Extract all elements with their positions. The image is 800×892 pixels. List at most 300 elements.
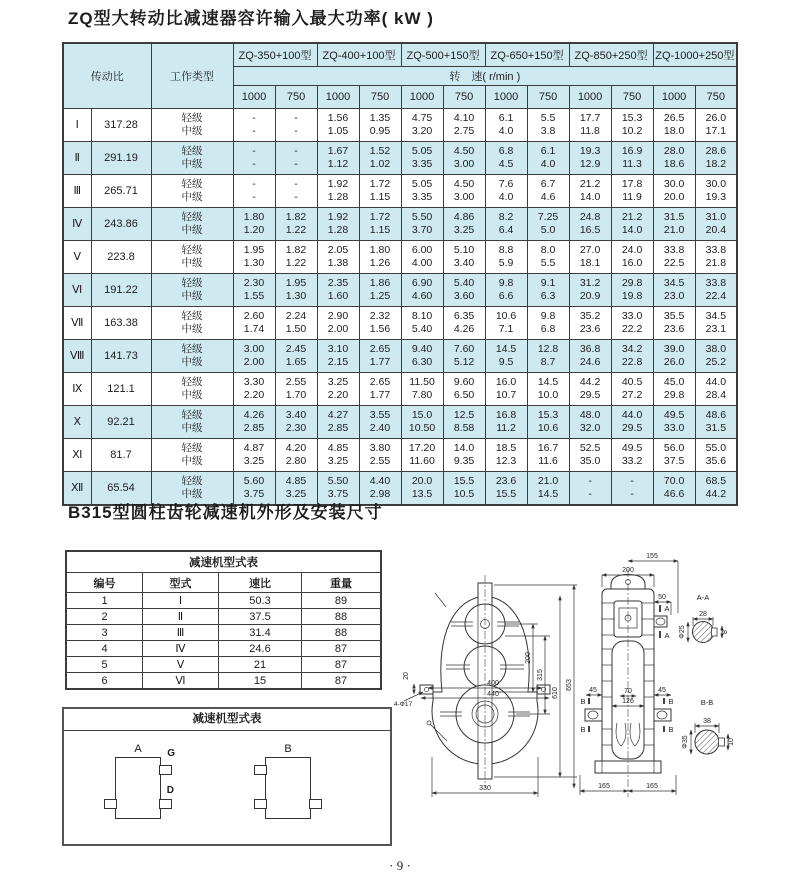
ratio-value: 81.7 bbox=[91, 439, 151, 472]
col-type: 型式 bbox=[143, 573, 219, 593]
power-cell: 14.0 9.35 bbox=[443, 439, 485, 472]
speed-value-header: 1000 bbox=[317, 86, 359, 109]
power-cell: 6.1 4.0 bbox=[485, 109, 527, 142]
worktype-cell: 轻级 中级 bbox=[151, 208, 233, 241]
section1-title: ZQ型大转动比减速器容许输入最大功率( kW ) bbox=[68, 9, 434, 28]
power-row-7 bbox=[63, 307, 737, 340]
power-cell: 11.50 7.80 bbox=[401, 373, 443, 406]
ratio-number: Ⅴ bbox=[63, 241, 91, 274]
type-row bbox=[66, 657, 381, 673]
power-cell: 2.35 1.60 bbox=[317, 274, 359, 307]
power-cell: 44.0 29.5 bbox=[611, 406, 653, 439]
type-cell: 37.5 bbox=[219, 609, 302, 625]
power-row-5 bbox=[63, 241, 737, 274]
dim-label: 400 bbox=[487, 680, 499, 687]
form-diagram-b bbox=[265, 743, 311, 819]
power-cell: 26.5 18.0 bbox=[653, 109, 695, 142]
power-cell: 9.1 6.3 bbox=[527, 274, 569, 307]
power-cell: 5.40 3.60 bbox=[443, 274, 485, 307]
section-title: A-A bbox=[696, 593, 710, 602]
worktype-cell: 轻级 中级 bbox=[151, 340, 233, 373]
power-cell: 5.5 3.8 bbox=[527, 109, 569, 142]
model-header: ZQ-850+250型 bbox=[569, 43, 653, 67]
power-cell: - - bbox=[233, 175, 275, 208]
power-cell: 14.5 9.5 bbox=[485, 340, 527, 373]
power-cell: 44.0 28.4 bbox=[695, 373, 737, 406]
power-cell: - - bbox=[233, 109, 275, 142]
power-cell: 68.5 44.2 bbox=[695, 472, 737, 506]
ratio-value: 265.71 bbox=[91, 175, 151, 208]
power-cell: 1.72 1.15 bbox=[359, 175, 401, 208]
power-cell: - - bbox=[611, 472, 653, 506]
power-cell: 2.90 2.00 bbox=[317, 307, 359, 340]
power-cell: 4.85 3.25 bbox=[317, 439, 359, 472]
ratio-value: 243.86 bbox=[91, 208, 151, 241]
type-cell: 15 bbox=[219, 673, 302, 690]
power-table bbox=[62, 42, 738, 506]
power-cell: 4.10 2.75 bbox=[443, 109, 485, 142]
speed-value-header: 1000 bbox=[233, 86, 275, 109]
power-cell: 15.5 10.5 bbox=[443, 472, 485, 506]
power-cell: 4.27 2.85 bbox=[317, 406, 359, 439]
power-cell: 3.80 2.55 bbox=[359, 439, 401, 472]
section-mark: A bbox=[664, 604, 670, 613]
power-cell: 8.2 6.4 bbox=[485, 208, 527, 241]
power-table-body bbox=[63, 109, 737, 506]
power-cell: 27.0 18.1 bbox=[569, 241, 611, 274]
ratio-number: Ⅲ bbox=[63, 175, 91, 208]
speed-value-header: 750 bbox=[527, 86, 569, 109]
ratio-value: 291.19 bbox=[91, 142, 151, 175]
dim-label: 653 bbox=[566, 679, 573, 691]
power-cell: 49.5 33.0 bbox=[653, 406, 695, 439]
power-cell: 28.6 18.2 bbox=[695, 142, 737, 175]
power-row-1 bbox=[63, 109, 737, 142]
power-cell: 28.0 18.6 bbox=[653, 142, 695, 175]
power-cell: 52.5 35.0 bbox=[569, 439, 611, 472]
power-cell: 48.6 31.5 bbox=[695, 406, 737, 439]
power-cell: 9.8 6.8 bbox=[527, 307, 569, 340]
power-cell: 36.8 24.6 bbox=[569, 340, 611, 373]
dim-label: 10 bbox=[728, 738, 735, 746]
power-cell: 2.30 1.55 bbox=[233, 274, 275, 307]
power-cell: 31.5 21.0 bbox=[653, 208, 695, 241]
power-cell: 35.2 23.6 bbox=[569, 307, 611, 340]
power-cell: 15.0 10.50 bbox=[401, 406, 443, 439]
power-cell: 6.35 4.26 bbox=[443, 307, 485, 340]
power-cell: 6.8 4.5 bbox=[485, 142, 527, 175]
power-cell: 1.82 1.22 bbox=[275, 241, 317, 274]
power-cell: 56.0 37.5 bbox=[653, 439, 695, 472]
section2-title: B315型圆柱齿轮减速机外形及安装尺寸 bbox=[68, 503, 383, 522]
speed-value-header: 750 bbox=[611, 86, 653, 109]
power-cell: 7.60 5.12 bbox=[443, 340, 485, 373]
front-view bbox=[580, 553, 678, 797]
type-cell: 5 bbox=[66, 657, 143, 673]
worktype-cell: 轻级 中级 bbox=[151, 142, 233, 175]
type-cell: 88 bbox=[302, 625, 382, 641]
dim-label: 20 bbox=[403, 672, 410, 680]
dim-label: 315 bbox=[537, 669, 544, 681]
power-row-10 bbox=[63, 406, 737, 439]
dim-label: Φ25 bbox=[679, 625, 686, 639]
power-cell: 9.40 6.30 bbox=[401, 340, 443, 373]
section-bb bbox=[682, 698, 735, 754]
worktype-cell: 轻级 中级 bbox=[151, 406, 233, 439]
section-mark: B bbox=[668, 697, 674, 706]
power-cell: 2.24 1.50 bbox=[275, 307, 317, 340]
power-cell: 8.0 5.5 bbox=[527, 241, 569, 274]
type-cell: Ⅵ bbox=[143, 673, 219, 690]
type-cell: 31.4 bbox=[219, 625, 302, 641]
worktype-cell: 轻级 中级 bbox=[151, 109, 233, 142]
ratio-value: 191.22 bbox=[91, 274, 151, 307]
power-cell: 16.9 11.3 bbox=[611, 142, 653, 175]
model-header: ZQ-650+150型 bbox=[485, 43, 569, 67]
power-cell: 6.00 4.00 bbox=[401, 241, 443, 274]
model-header: ZQ-1000+250型 bbox=[653, 43, 737, 67]
section-mark: B bbox=[580, 697, 586, 706]
power-cell: 1.56 1.05 bbox=[317, 109, 359, 142]
col-number: 编号 bbox=[66, 573, 143, 593]
speed-value-header: 1000 bbox=[569, 86, 611, 109]
power-cell: 16.8 11.2 bbox=[485, 406, 527, 439]
power-cell: 33.8 22.5 bbox=[653, 241, 695, 274]
power-cell: 9.60 6.50 bbox=[443, 373, 485, 406]
form-box-body bbox=[64, 731, 390, 841]
power-cell: 35.5 23.6 bbox=[653, 307, 695, 340]
dim-label: Φ35 bbox=[682, 735, 689, 749]
type-cell: 50.3 bbox=[219, 593, 302, 609]
ratio-number: Ⅳ bbox=[63, 208, 91, 241]
ratio-col-header: 传动比 bbox=[63, 43, 151, 109]
form-d-label: D bbox=[166, 785, 174, 796]
type-cell: 3 bbox=[66, 625, 143, 641]
power-cell: 16.7 11.6 bbox=[527, 439, 569, 472]
power-row-11 bbox=[63, 439, 737, 472]
power-cell: 40.5 27.2 bbox=[611, 373, 653, 406]
power-cell: 3.55 2.40 bbox=[359, 406, 401, 439]
form-b-tab-bottomleft bbox=[254, 799, 267, 809]
type-cell: 6 bbox=[66, 673, 143, 690]
technical-drawing bbox=[390, 545, 800, 823]
dim-label: 45 bbox=[589, 687, 597, 694]
worktype-cell: 轻级 中级 bbox=[151, 439, 233, 472]
type-cell: 4 bbox=[66, 641, 143, 657]
worktype-cell: 轻级 中级 bbox=[151, 307, 233, 340]
power-row-6 bbox=[63, 274, 737, 307]
ratio-value: 223.8 bbox=[91, 241, 151, 274]
type-cell: 87 bbox=[302, 641, 382, 657]
section-aa bbox=[679, 593, 729, 643]
form-a-label: A bbox=[134, 743, 142, 755]
power-cell: 34.5 23.1 bbox=[695, 307, 737, 340]
dim-label: 330 bbox=[479, 785, 491, 792]
power-cell: 15.3 10.2 bbox=[611, 109, 653, 142]
reducer-form-box bbox=[62, 707, 392, 846]
power-cell: 20.0 13.5 bbox=[401, 472, 443, 506]
power-cell: 5.10 3.40 bbox=[443, 241, 485, 274]
power-cell: 24.0 16.0 bbox=[611, 241, 653, 274]
form-a-tab-g bbox=[159, 765, 172, 775]
power-cell: 45.0 29.8 bbox=[653, 373, 695, 406]
power-cell: 5.50 3.70 bbox=[401, 208, 443, 241]
power-cell: 4.85 3.25 bbox=[275, 472, 317, 506]
power-cell: 19.3 12.9 bbox=[569, 142, 611, 175]
speed-value-header: 750 bbox=[359, 86, 401, 109]
power-cell: 1.35 0.95 bbox=[359, 109, 401, 142]
worktype-cell: 轻级 中级 bbox=[151, 274, 233, 307]
worktype-cell: 轻级 中级 bbox=[151, 175, 233, 208]
type-cell: 87 bbox=[302, 657, 382, 673]
power-cell: 14.5 10.0 bbox=[527, 373, 569, 406]
speed-value-header: 750 bbox=[443, 86, 485, 109]
model-header: ZQ-500+150型 bbox=[401, 43, 485, 67]
power-cell: 3.40 2.30 bbox=[275, 406, 317, 439]
power-row-2 bbox=[63, 142, 737, 175]
power-cell: - - bbox=[275, 109, 317, 142]
dim-label: 610 bbox=[552, 687, 559, 699]
power-cell: 1.72 1.15 bbox=[359, 208, 401, 241]
section-title: B-B bbox=[700, 698, 714, 707]
power-cell: 9.8 6.6 bbox=[485, 274, 527, 307]
dim-label: 28 bbox=[699, 611, 707, 618]
dim-label: 200 bbox=[622, 567, 634, 574]
type-cell: Ⅳ bbox=[143, 641, 219, 657]
ratio-value: 141.73 bbox=[91, 340, 151, 373]
model-header-row bbox=[63, 43, 737, 67]
power-cell: 21.2 14.0 bbox=[611, 208, 653, 241]
power-cell: 8.8 5.9 bbox=[485, 241, 527, 274]
power-cell: 4.87 3.25 bbox=[233, 439, 275, 472]
power-cell: 23.6 15.5 bbox=[485, 472, 527, 506]
power-cell: 26.0 17.1 bbox=[695, 109, 737, 142]
speed-value-header: 750 bbox=[695, 86, 737, 109]
speed-value-header: 1000 bbox=[653, 86, 695, 109]
power-cell: 49.5 33.2 bbox=[611, 439, 653, 472]
power-cell: 24.8 16.5 bbox=[569, 208, 611, 241]
left-view bbox=[394, 575, 577, 797]
power-cell: 34.2 22.8 bbox=[611, 340, 653, 373]
ratio-number: Ⅷ bbox=[63, 340, 91, 373]
dim-label: 8 bbox=[722, 630, 729, 634]
type-cell: Ⅴ bbox=[143, 657, 219, 673]
power-cell: 6.90 4.60 bbox=[401, 274, 443, 307]
power-cell: 1.80 1.20 bbox=[233, 208, 275, 241]
power-cell: 2.65 1.77 bbox=[359, 373, 401, 406]
ratio-number: Ⅵ bbox=[63, 274, 91, 307]
power-cell: 3.10 2.15 bbox=[317, 340, 359, 373]
type-table bbox=[65, 550, 382, 690]
dim-label: 155 bbox=[646, 553, 658, 560]
power-cell: 17.20 11.60 bbox=[401, 439, 443, 472]
speed-value-header: 1000 bbox=[485, 86, 527, 109]
power-cell: 12.5 8.58 bbox=[443, 406, 485, 439]
ratio-value: 121.1 bbox=[91, 373, 151, 406]
power-cell: 5.05 3.35 bbox=[401, 175, 443, 208]
power-cell: 2.32 1.56 bbox=[359, 307, 401, 340]
model-header: ZQ-400+100型 bbox=[317, 43, 401, 67]
dim-label: 4-Φ17 bbox=[393, 701, 413, 708]
power-cell: 5.05 3.35 bbox=[401, 142, 443, 175]
worktype-cell: 轻级 中级 bbox=[151, 472, 233, 506]
speed-value-header: 1000 bbox=[401, 86, 443, 109]
power-cell: 3.00 2.00 bbox=[233, 340, 275, 373]
power-cell: 4.50 3.00 bbox=[443, 175, 485, 208]
type-cell: 21 bbox=[219, 657, 302, 673]
ratio-number: Ⅹ bbox=[63, 406, 91, 439]
form-b-tab-bottomright bbox=[309, 799, 322, 809]
power-cell: 21.2 14.0 bbox=[569, 175, 611, 208]
form-diagram-a bbox=[115, 743, 175, 819]
power-cell: 31.2 20.9 bbox=[569, 274, 611, 307]
type-cell: 2 bbox=[66, 609, 143, 625]
dim-label: 200 bbox=[525, 652, 532, 664]
form-b-label: B bbox=[284, 743, 292, 755]
power-cell: 5.50 3.75 bbox=[317, 472, 359, 506]
power-cell: 6.1 4.0 bbox=[527, 142, 569, 175]
col-ratio: 速比 bbox=[219, 573, 302, 593]
power-cell: 4.75 3.20 bbox=[401, 109, 443, 142]
power-cell: 1.52 1.02 bbox=[359, 142, 401, 175]
ratio-number: Ⅸ bbox=[63, 373, 91, 406]
ratio-value: 317.28 bbox=[91, 109, 151, 142]
speed-header: 转 速( r/min ) bbox=[233, 67, 737, 86]
power-cell: 44.2 29.5 bbox=[569, 373, 611, 406]
type-cell: 1 bbox=[66, 593, 143, 609]
dim-label: 126 bbox=[622, 698, 634, 705]
type-cell: Ⅱ bbox=[143, 609, 219, 625]
power-cell: - - bbox=[275, 142, 317, 175]
dim-label: 70 bbox=[624, 688, 632, 695]
power-cell: 1.95 1.30 bbox=[233, 241, 275, 274]
ratio-value: 65.54 bbox=[91, 472, 151, 506]
type-cell: 24.6 bbox=[219, 641, 302, 657]
power-cell: 1.92 1.28 bbox=[317, 208, 359, 241]
power-cell: 12.8 8.7 bbox=[527, 340, 569, 373]
col-weight: 重量 bbox=[302, 573, 382, 593]
type-row bbox=[66, 593, 381, 609]
power-cell: 1.67 1.12 bbox=[317, 142, 359, 175]
power-cell: 2.05 1.38 bbox=[317, 241, 359, 274]
power-cell: 1.82 1.22 bbox=[275, 208, 317, 241]
power-row-4 bbox=[63, 208, 737, 241]
power-cell: - - bbox=[275, 175, 317, 208]
power-cell: 18.5 12.3 bbox=[485, 439, 527, 472]
power-cell: 70.0 46.6 bbox=[653, 472, 695, 506]
ratio-value: 92.21 bbox=[91, 406, 151, 439]
power-cell: 17.8 11.9 bbox=[611, 175, 653, 208]
ratio-number: Ⅺ bbox=[63, 439, 91, 472]
power-cell: 2.55 1.70 bbox=[275, 373, 317, 406]
type-cell: Ⅲ bbox=[143, 625, 219, 641]
power-cell: 15.3 10.6 bbox=[527, 406, 569, 439]
type-cell: 89 bbox=[302, 593, 382, 609]
power-cell: 33.8 22.4 bbox=[695, 274, 737, 307]
power-cell: 17.7 11.8 bbox=[569, 109, 611, 142]
power-cell: 10.6 7.1 bbox=[485, 307, 527, 340]
ratio-number: Ⅶ bbox=[63, 307, 91, 340]
power-cell: 16.0 10.7 bbox=[485, 373, 527, 406]
power-row-9 bbox=[63, 373, 737, 406]
power-cell: 2.45 1.65 bbox=[275, 340, 317, 373]
type-row bbox=[66, 609, 381, 625]
section-mark: B bbox=[580, 725, 586, 734]
power-cell: 1.95 1.30 bbox=[275, 274, 317, 307]
power-cell: 21.0 14.5 bbox=[527, 472, 569, 506]
ratio-value: 163.38 bbox=[91, 307, 151, 340]
type-cell: 88 bbox=[302, 609, 382, 625]
power-cell: 6.7 4.6 bbox=[527, 175, 569, 208]
section-mark: B bbox=[668, 725, 674, 734]
power-cell: 29.8 19.8 bbox=[611, 274, 653, 307]
page-number: · 9 · bbox=[389, 858, 411, 873]
power-cell: 33.8 21.8 bbox=[695, 241, 737, 274]
dim-label: 165 bbox=[646, 783, 658, 790]
model-header: ZQ-350+100型 bbox=[233, 43, 317, 67]
dim-label: 45 bbox=[658, 687, 666, 694]
type-cell: Ⅰ bbox=[143, 593, 219, 609]
worktype-col-header: 工作类型 bbox=[151, 43, 233, 109]
ratio-number: Ⅱ bbox=[63, 142, 91, 175]
power-cell: 38.0 25.2 bbox=[695, 340, 737, 373]
power-cell: 1.80 1.26 bbox=[359, 241, 401, 274]
type-row bbox=[66, 625, 381, 641]
section-mark: A bbox=[664, 631, 670, 640]
power-cell: 31.0 20.4 bbox=[695, 208, 737, 241]
form-box-title: 减速机型式表 bbox=[64, 709, 390, 731]
dim-label: 165 bbox=[598, 783, 610, 790]
power-cell: 8.10 5.40 bbox=[401, 307, 443, 340]
form-a-tab-d bbox=[159, 799, 172, 809]
type-cell: 87 bbox=[302, 673, 382, 690]
power-cell: - - bbox=[233, 142, 275, 175]
power-cell: 30.0 20.0 bbox=[653, 175, 695, 208]
power-cell: 48.0 32.0 bbox=[569, 406, 611, 439]
worktype-cell: 轻级 中级 bbox=[151, 241, 233, 274]
power-cell: 2.60 1.74 bbox=[233, 307, 275, 340]
power-cell: 4.86 3.25 bbox=[443, 208, 485, 241]
power-cell: 3.25 2.20 bbox=[317, 373, 359, 406]
power-cell: 1.86 1.25 bbox=[359, 274, 401, 307]
power-row-8 bbox=[63, 340, 737, 373]
type-row bbox=[66, 673, 381, 690]
type-table-header-row bbox=[66, 573, 381, 593]
power-cell: 2.65 1.77 bbox=[359, 340, 401, 373]
power-cell: 39.0 26.0 bbox=[653, 340, 695, 373]
form-b-tab-topleft bbox=[254, 765, 267, 775]
speed-value-header: 750 bbox=[275, 86, 317, 109]
type-table-body bbox=[66, 593, 381, 690]
power-cell: 1.92 1.28 bbox=[317, 175, 359, 208]
power-cell: 33.0 22.2 bbox=[611, 307, 653, 340]
power-cell: 4.50 3.00 bbox=[443, 142, 485, 175]
power-cell: 55.0 35.6 bbox=[695, 439, 737, 472]
dim-label: 440 bbox=[487, 691, 499, 698]
type-table-title: 减速机型式表 bbox=[66, 551, 381, 573]
power-cell: 30.0 19.3 bbox=[695, 175, 737, 208]
power-cell: 7.6 4.0 bbox=[485, 175, 527, 208]
power-cell: 5.60 3.75 bbox=[233, 472, 275, 506]
dim-label: 38 bbox=[703, 718, 711, 725]
worktype-cell: 轻级 中级 bbox=[151, 373, 233, 406]
form-g-label: G bbox=[167, 748, 175, 759]
power-cell: 4.40 2.98 bbox=[359, 472, 401, 506]
dim-label: 50 bbox=[658, 594, 666, 601]
power-cell: - - bbox=[569, 472, 611, 506]
power-cell: 4.26 2.85 bbox=[233, 406, 275, 439]
ratio-number: Ⅰ bbox=[63, 109, 91, 142]
